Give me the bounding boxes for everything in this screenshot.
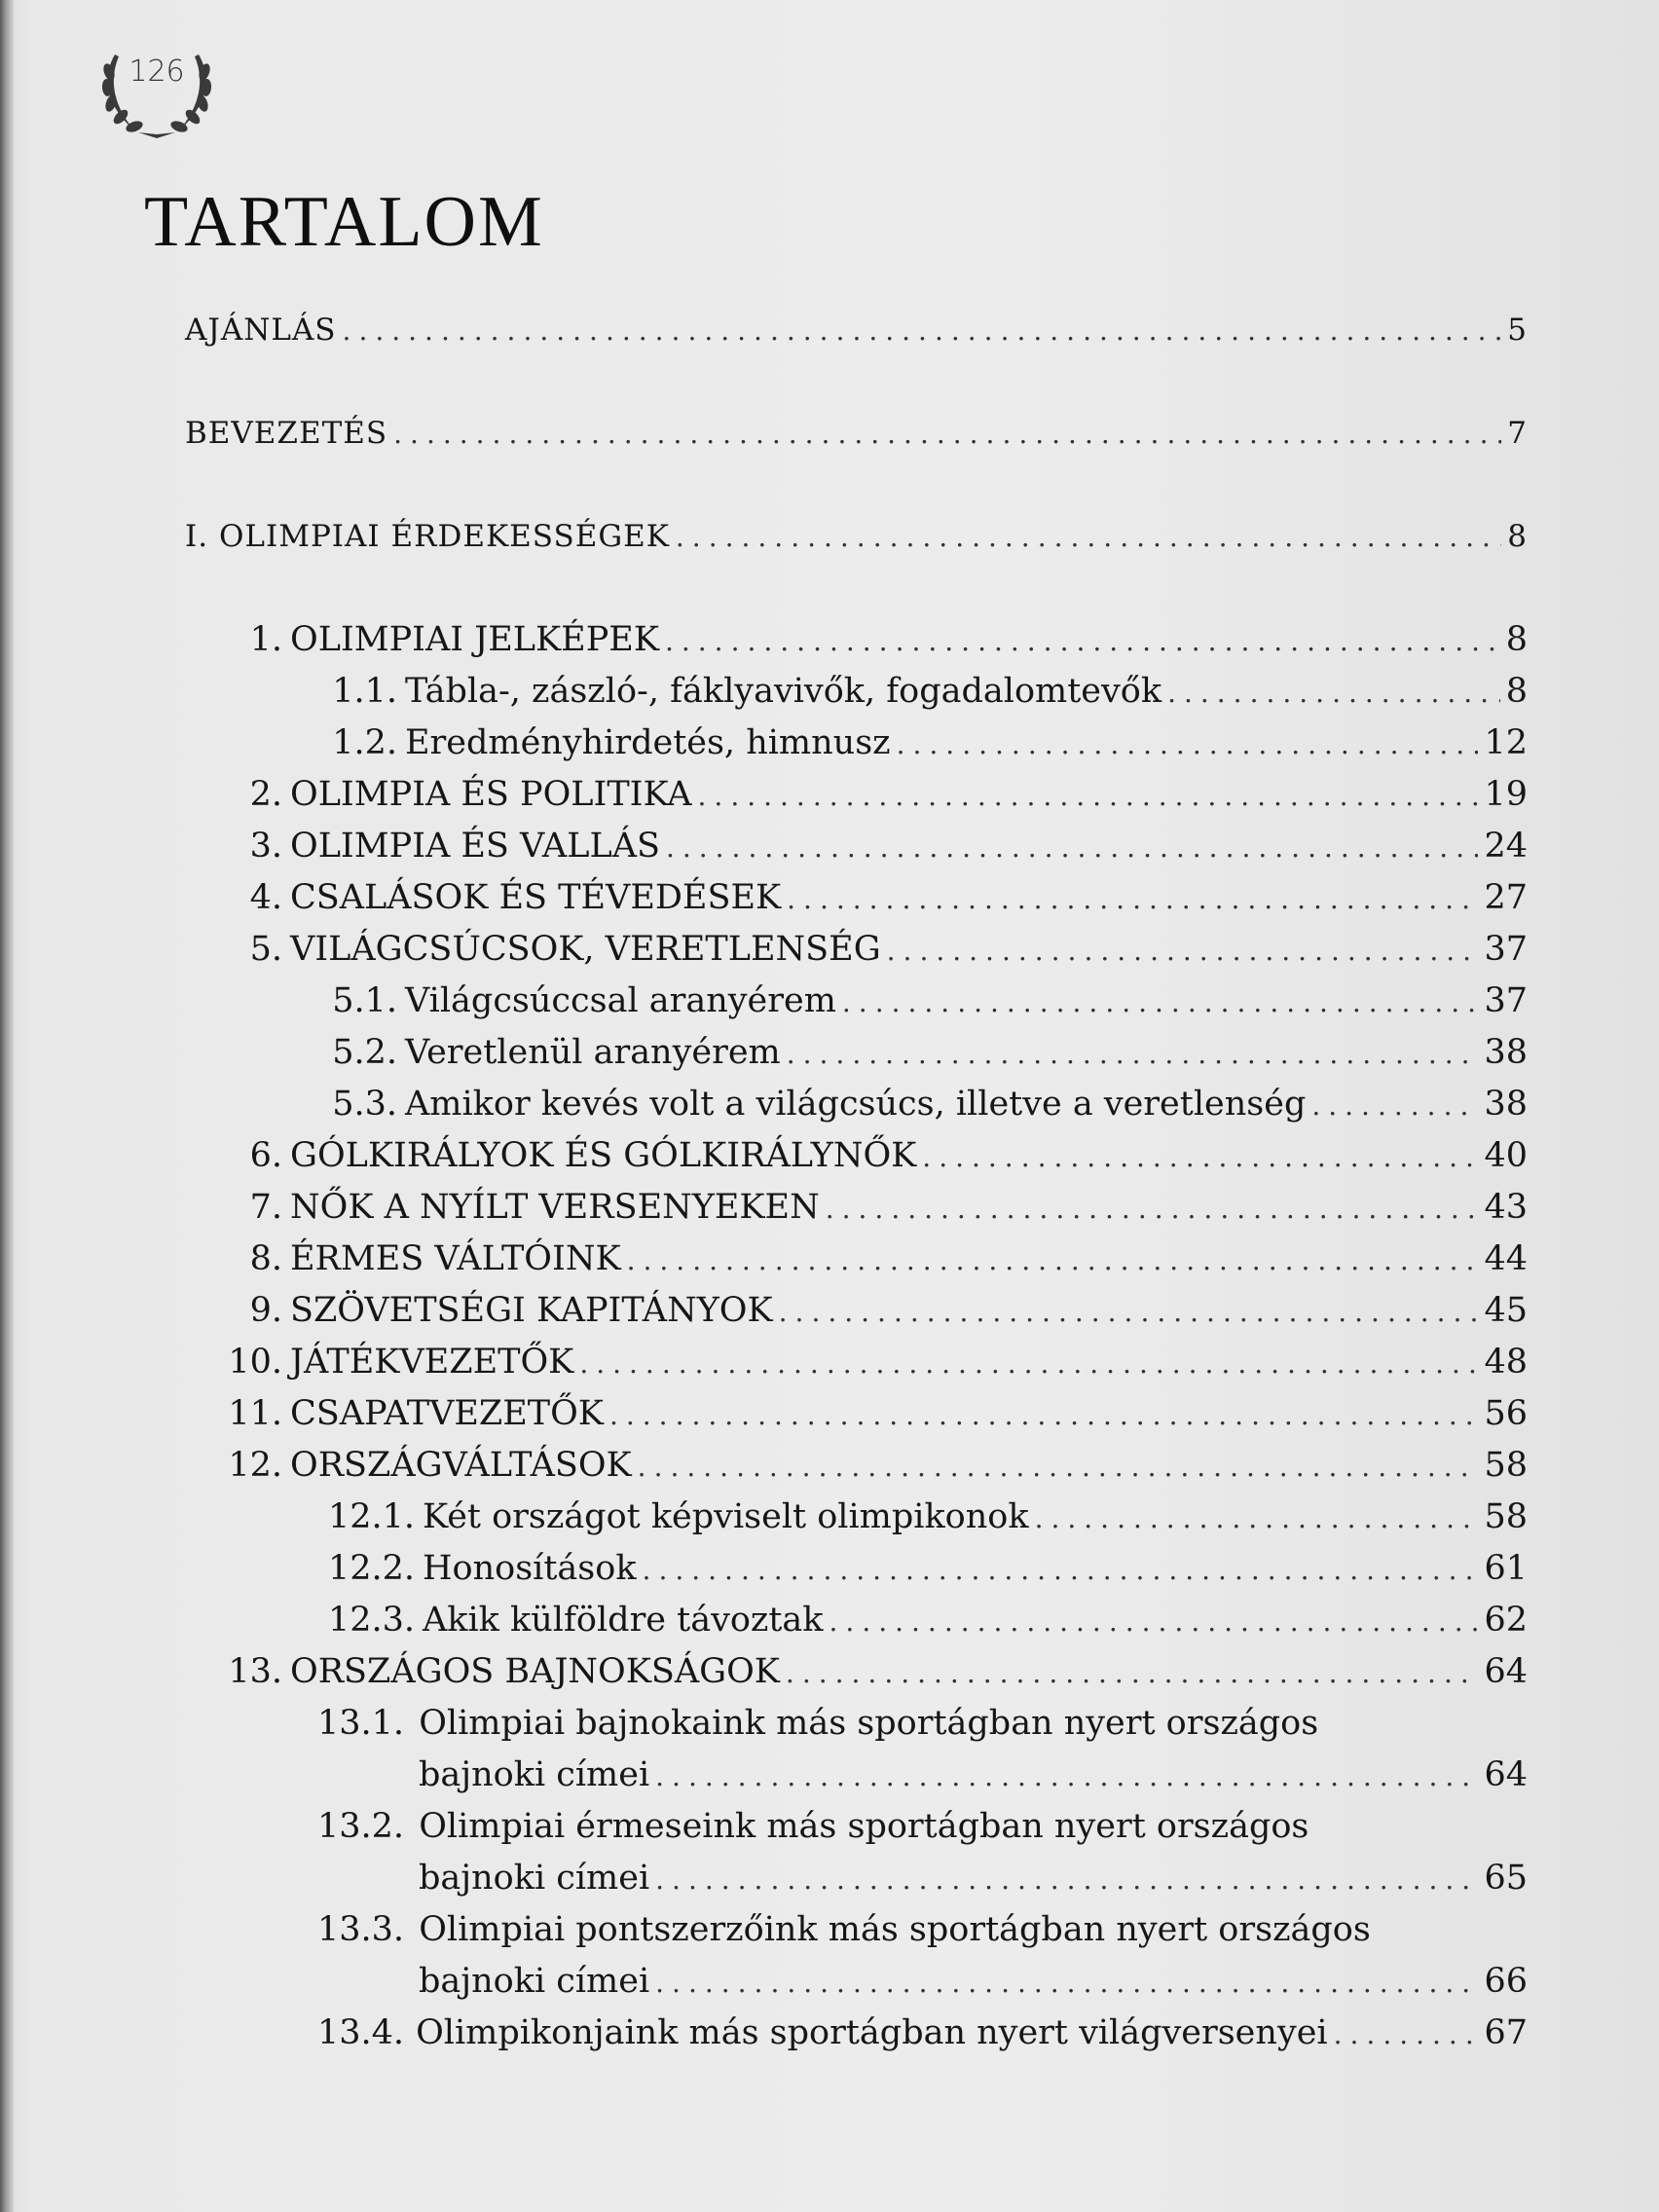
toc-entry-page: 48 [1484,1343,1528,1382]
toc-entry-page: 40 [1484,1136,1528,1175]
dot-leader [786,1653,1479,1694]
toc-entry-number: 12.3. [327,1601,415,1640]
toc-entry-label: Olimpiai érmeseink más sportágban nyert országos [419,1807,1309,1846]
toc-subentry[interactable] [185,1084,1528,1126]
toc-subentry-continuation[interactable] [419,1754,1528,1797]
toc-entry-page: 27 [1484,878,1528,917]
toc-entry-number: 13.2. [317,1807,405,1846]
toc-entry-label-cont: bajnoki címei [419,1962,650,2001]
toc-entry-number: 5.3. [332,1085,397,1124]
toc-entry-label: I. OLIMPIAI ÉRDEKESSÉGEK [185,519,670,554]
toc-entry[interactable] [185,1187,1528,1230]
toc-entry-number: 1.1. [332,672,397,711]
toc-entry-label: ÉRMES VÁLTÓINK [290,1239,621,1278]
toc-entry-page: 64 [1484,1755,1528,1794]
dot-leader [643,1550,1479,1591]
toc-entry-label: OLIMPIAI JELKÉPEK [290,620,659,659]
dot-leader [842,982,1479,1023]
toc-entry-number: 5.2. [332,1033,397,1072]
toc-entry-page: 61 [1484,1549,1528,1588]
toc-entry[interactable] [185,619,1528,662]
toc-entry-page: 67 [1484,2013,1528,2052]
dot-leader [655,1756,1478,1797]
dot-leader [627,1240,1479,1281]
book-spine-shadow [0,0,14,2212]
page-number-laurel [95,45,218,142]
dot-leader [655,1860,1478,1900]
toc-entry-ajanlas[interactable] [185,310,1528,351]
toc-entry-number: 5.1. [332,981,397,1020]
toc-entry-number: 1. [249,620,282,659]
toc-entry-label-cont: bajnoki címei [419,1755,650,1794]
toc-entry-page: 65 [1484,1859,1528,1898]
toc-entry-label: Eredményhirdetés, himnusz [405,723,891,762]
toc-entry-number: 8. [249,1239,282,1278]
dot-leader [393,414,1501,455]
dot-leader [609,1395,1478,1436]
toc-entry-page: 5 [1507,313,1528,348]
toc-subentry[interactable] [185,980,1528,1023]
toc-entry-page: 38 [1484,1033,1528,1072]
toc-entry-label: SZÖVETSÉGI KAPITÁNYOK [290,1291,773,1330]
toc-subentry[interactable] [185,1600,1528,1642]
toc-entry-page: 43 [1484,1188,1528,1227]
toc-entry-label: GÓLKIRÁLYOK ÉS GÓLKIRÁLYNŐK [290,1136,917,1175]
toc-entry[interactable] [185,1651,1528,1694]
toc-entry-label: NŐK A NYÍLT VERSENYEKEN [290,1188,820,1227]
dot-leader [922,1137,1478,1178]
toc-entry-page: 12 [1484,723,1528,762]
toc-entry[interactable] [185,877,1528,920]
toc-entry-label: AJÁNLÁS [185,313,337,348]
toc-entry-label: ORSZÁGVÁLTÁSOK [290,1446,632,1485]
toc-entry-label: OLIMPIA ÉS POLITIKA [290,775,692,814]
toc-entry[interactable] [185,826,1528,868]
toc-entry-number: 13. [228,1652,282,1691]
toc-entry[interactable] [185,1238,1528,1281]
toc-entry[interactable] [185,1342,1528,1384]
toc-subentry[interactable] [185,1032,1528,1075]
toc-entry-page: 8 [1505,672,1528,711]
toc-entry-page: 38 [1484,1085,1528,1124]
toc-entry[interactable] [185,774,1528,817]
dot-leader [897,724,1479,765]
toc-entry-number: 12.1. [327,1497,415,1536]
toc-entry-number: 7. [249,1188,282,1227]
dot-leader [698,776,1479,817]
toc-entry-page: 64 [1484,1652,1528,1691]
toc-subentry-first-line[interactable] [317,1909,1371,1950]
toc-entry-label: Akik külföldre távoztak [423,1601,824,1640]
toc-entry-number: 10. [228,1343,282,1382]
toc-entry[interactable] [185,1393,1528,1436]
toc-entry-label: Világcsúccsal aranyérem [405,981,836,1020]
toc-entry-page: 62 [1484,1601,1528,1640]
toc-entry-page: 19 [1484,775,1528,814]
toc-entry-label: BEVEZETÉS [185,416,388,451]
dot-leader [787,879,1478,920]
toc-entry-page: 8 [1507,519,1528,554]
toc-entry-label: ORSZÁGOS BAJNOKSÁGOK [290,1652,780,1691]
dot-leader [666,828,1479,868]
toc-entry-number: 11. [228,1394,282,1433]
toc-entry-label: Két országot képviselt olimpikonok [423,1497,1029,1536]
toc-entry-label: VILÁGCSÚCSOK, VERETLENSÉG [290,930,881,969]
toc-subentry[interactable] [185,1496,1528,1539]
toc-entry-page: 56 [1484,1394,1528,1433]
toc-entry-page: 8 [1505,620,1528,659]
toc-entry-number: 13.1. [317,1704,405,1743]
toc-subentry-first-line[interactable] [317,1806,1309,1847]
toc-entry-number: 13.4. [317,2013,405,2052]
toc-entry-number: 12.2. [327,1549,415,1588]
toc-entry-number: 1.2. [332,723,397,762]
toc-entry-page: 7 [1507,416,1528,451]
toc-entry-label: Amikor kevés volt a világcsúcs, illetve a veretlenség [405,1085,1307,1124]
toc-entry-chapter-1[interactable] [185,516,1528,558]
toc-entry-number: 13.3. [317,1910,405,1949]
toc-entry-page: 58 [1484,1497,1528,1536]
page-title: TARTALOM [144,182,544,262]
toc-entry-page: 44 [1484,1239,1528,1278]
dot-leader [1311,1086,1478,1126]
toc-entry-label: Tábla-, zászló-, fáklyavivők, fogadalomtevők [405,672,1162,711]
toc-subentry[interactable] [185,1548,1528,1591]
toc-entry-number: 6. [249,1136,282,1175]
toc-subentry-first-line[interactable] [317,1703,1318,1744]
dot-leader [1334,2014,1479,2055]
dot-leader [779,1292,1479,1333]
dot-leader [655,1963,1478,2004]
toc-entry-page: 45 [1484,1291,1528,1330]
dot-leader [826,1189,1479,1230]
toc-entry-label: Olimpikonjaink más sportágban nyert világversenyei [416,2013,1328,2052]
toc-entry-label: CSALÁSOK ÉS TÉVEDÉSEK [290,878,782,917]
toc-entry-label: CSAPATVEZETŐK [290,1394,604,1433]
toc-entry-label: Honosítások [423,1549,637,1588]
toc-entry-page: 37 [1484,930,1528,969]
dot-leader [676,517,1501,558]
toc-entry-number: 9. [249,1291,282,1330]
toc-subentry-continuation[interactable] [419,1858,1528,1900]
toc-entry-page: 66 [1484,1962,1528,2001]
toc-entry[interactable] [185,1290,1528,1333]
dot-leader [638,1447,1479,1488]
toc-subentry-continuation[interactable] [419,1961,1528,2004]
toc-entry[interactable] [185,1445,1528,1488]
toc-entry-label: Olimpiai bajnokaink más sportágban nyert országos [419,1704,1319,1743]
toc-entry-label: Veretlenül aranyérem [405,1033,781,1072]
toc-entry-label: OLIMPIA ÉS VALLÁS [290,827,660,866]
toc-entry-page: 37 [1484,981,1528,1020]
toc-entry-label: Olimpiai pontszerzőink más sportágban nyert országos [419,1910,1371,1949]
dot-leader [579,1344,1478,1384]
toc-entry-number: 4. [249,878,282,917]
dot-leader [1035,1498,1479,1539]
toc-entry-number: 5. [249,930,282,969]
toc-entry-label-cont: bajnoki címei [419,1859,650,1898]
toc-entry-label: JÁTÉKVEZETŐK [290,1343,574,1382]
dot-leader [887,931,1479,972]
toc-entry-number: 3. [249,827,282,866]
dot-leader [1167,673,1500,714]
dot-leader [665,621,1500,662]
toc-subentry[interactable] [317,2012,1528,2055]
toc-subentry[interactable] [185,722,1528,765]
toc-entry-number: 12. [228,1446,282,1485]
toc-entry-bevezetes[interactable] [185,413,1528,455]
toc-entry-number: 2. [249,775,282,814]
dot-leader [787,1034,1479,1075]
page-number: 126 [129,55,185,89]
dot-leader [343,311,1502,351]
toc-entry-page: 58 [1484,1446,1528,1485]
toc-subentry[interactable] [185,671,1528,714]
toc-entry[interactable] [185,1135,1528,1178]
dot-leader [830,1602,1479,1642]
toc-entry-page: 24 [1484,827,1528,866]
toc-entry[interactable] [185,929,1528,972]
